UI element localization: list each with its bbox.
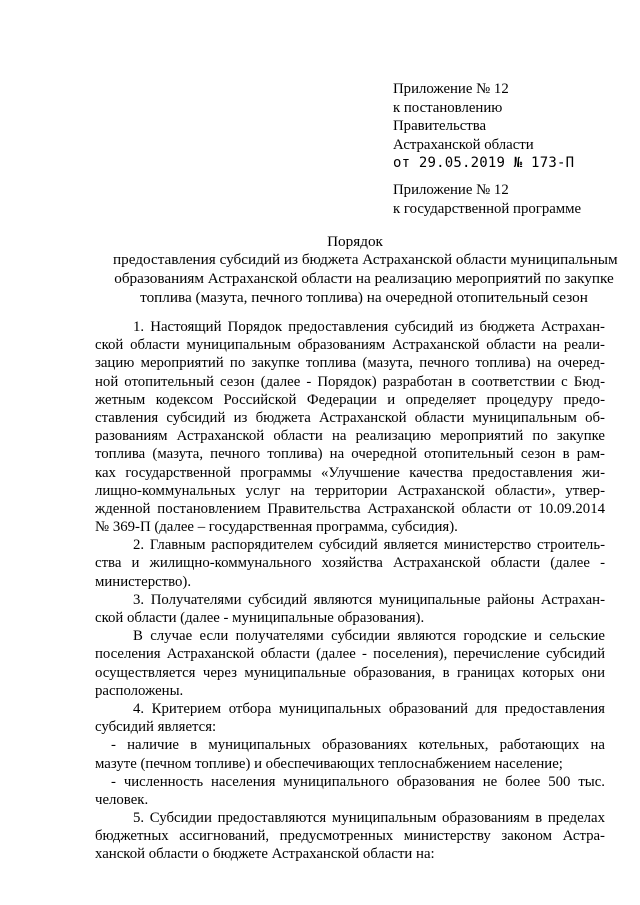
approval-block-resolution bbox=[393, 80, 623, 173]
subtitle-line: топлива (мазута, печного топлива) на очередной отопительный сезон bbox=[140, 289, 588, 306]
body-line: В случае если получателями субсидии являются городские и сельские bbox=[133, 628, 605, 645]
body-line: человек. bbox=[95, 791, 149, 808]
approval-line: к государственной программе bbox=[393, 200, 582, 217]
body-line: топлива (мазута, печного топлива) на очередной отопительный сезон в рам- bbox=[95, 446, 605, 463]
body-line: зацию мероприятий по закупке топлива (мазута, печного топлива) на очеред- bbox=[95, 355, 605, 372]
body-line: разованиям Астраханской области на реализацию мероприятий по закупке bbox=[95, 428, 605, 445]
subtitle-line: предоставления субсидий из бюджета Астраханской области муниципальным bbox=[113, 251, 618, 268]
body-line: жетным кодексом Российской Федерации и определяет процедуру предо- bbox=[95, 391, 605, 408]
body-line: лищно-коммунальных услуг на территории Астраханской области», утвер- bbox=[95, 482, 605, 499]
body-line: ставления субсидий из бюджета Астраханской области муниципальным об- bbox=[95, 409, 605, 426]
body-line: жденной постановлением Правительства Астраханской области от 10.09.2014 bbox=[95, 500, 605, 517]
body-line: - численность населения муниципального образования не более 500 тыс. bbox=[111, 773, 605, 790]
approval-date-number: от 29.05.2019 № 173-П bbox=[393, 155, 575, 171]
body-line: 2. Главным распорядителем субсидий является министерство строитель- bbox=[133, 537, 605, 554]
body-line: № 369-П (далее – государственная программа, субсидия). bbox=[95, 519, 458, 536]
body-line: ной отопительный сезон (далее - Порядок) разработан в соответствии с Бюд- bbox=[95, 373, 605, 390]
document-title: Порядок bbox=[327, 233, 383, 250]
body-line: мазуте (печном топливе) и обеспечивающих теплоснабжением население; bbox=[95, 755, 563, 772]
body-line: ской области муниципальным образованиям Астраханской области на реали- bbox=[95, 337, 605, 354]
body-line: 3. Получателями субсидий являются муниципальные районы Астрахан- bbox=[133, 591, 605, 608]
body-line: ства и жилищно-коммунального хозяйства Астраханской области (далее - bbox=[95, 555, 605, 572]
body-line: министерство). bbox=[95, 573, 192, 590]
body-line: ханской области о бюджете Астраханской области на: bbox=[95, 846, 435, 863]
approval-line: Приложение № 12 bbox=[393, 81, 509, 97]
body-line: бюджетных ассигнований, предусмотренных министерству законом Астра- bbox=[95, 828, 605, 845]
body-line: 5. Субсидии предоставляются муниципальным образованиям в пределах bbox=[133, 810, 605, 827]
body-line: осуществляется через муниципальные образования, в границах которых они bbox=[95, 664, 605, 681]
body-line: 1. Настоящий Порядок предоставления субсидий из бюджета Астрахан- bbox=[133, 319, 605, 335]
approval-block-program bbox=[393, 181, 623, 218]
body-line: субсидий является: bbox=[95, 719, 217, 736]
body-line: 4. Критерием отбора муниципальных образований для предоставления bbox=[133, 700, 605, 717]
approval-line: Астраханской области bbox=[393, 136, 534, 153]
approval-line: Приложение № 12 bbox=[393, 182, 509, 198]
document-body bbox=[95, 318, 605, 864]
subtitle-line: образованиям Астраханской области на реализацию мероприятий по закупке bbox=[114, 270, 614, 287]
body-line: ской области (далее - муниципальные образования). bbox=[95, 610, 425, 626]
approval-line: Правительства bbox=[393, 118, 487, 134]
body-line: поселения Астраханской области (далее - поселения), перечисление субсидий bbox=[95, 646, 605, 663]
body-line: ках государственной программы «Улучшение качества предоставления жи- bbox=[95, 464, 605, 481]
approval-line: к постановлению bbox=[393, 99, 503, 116]
body-line: расположены. bbox=[95, 682, 184, 699]
document-subtitle bbox=[113, 250, 618, 307]
body-line: - наличие в муниципальных образованиях котельных, работающих на bbox=[111, 737, 605, 754]
